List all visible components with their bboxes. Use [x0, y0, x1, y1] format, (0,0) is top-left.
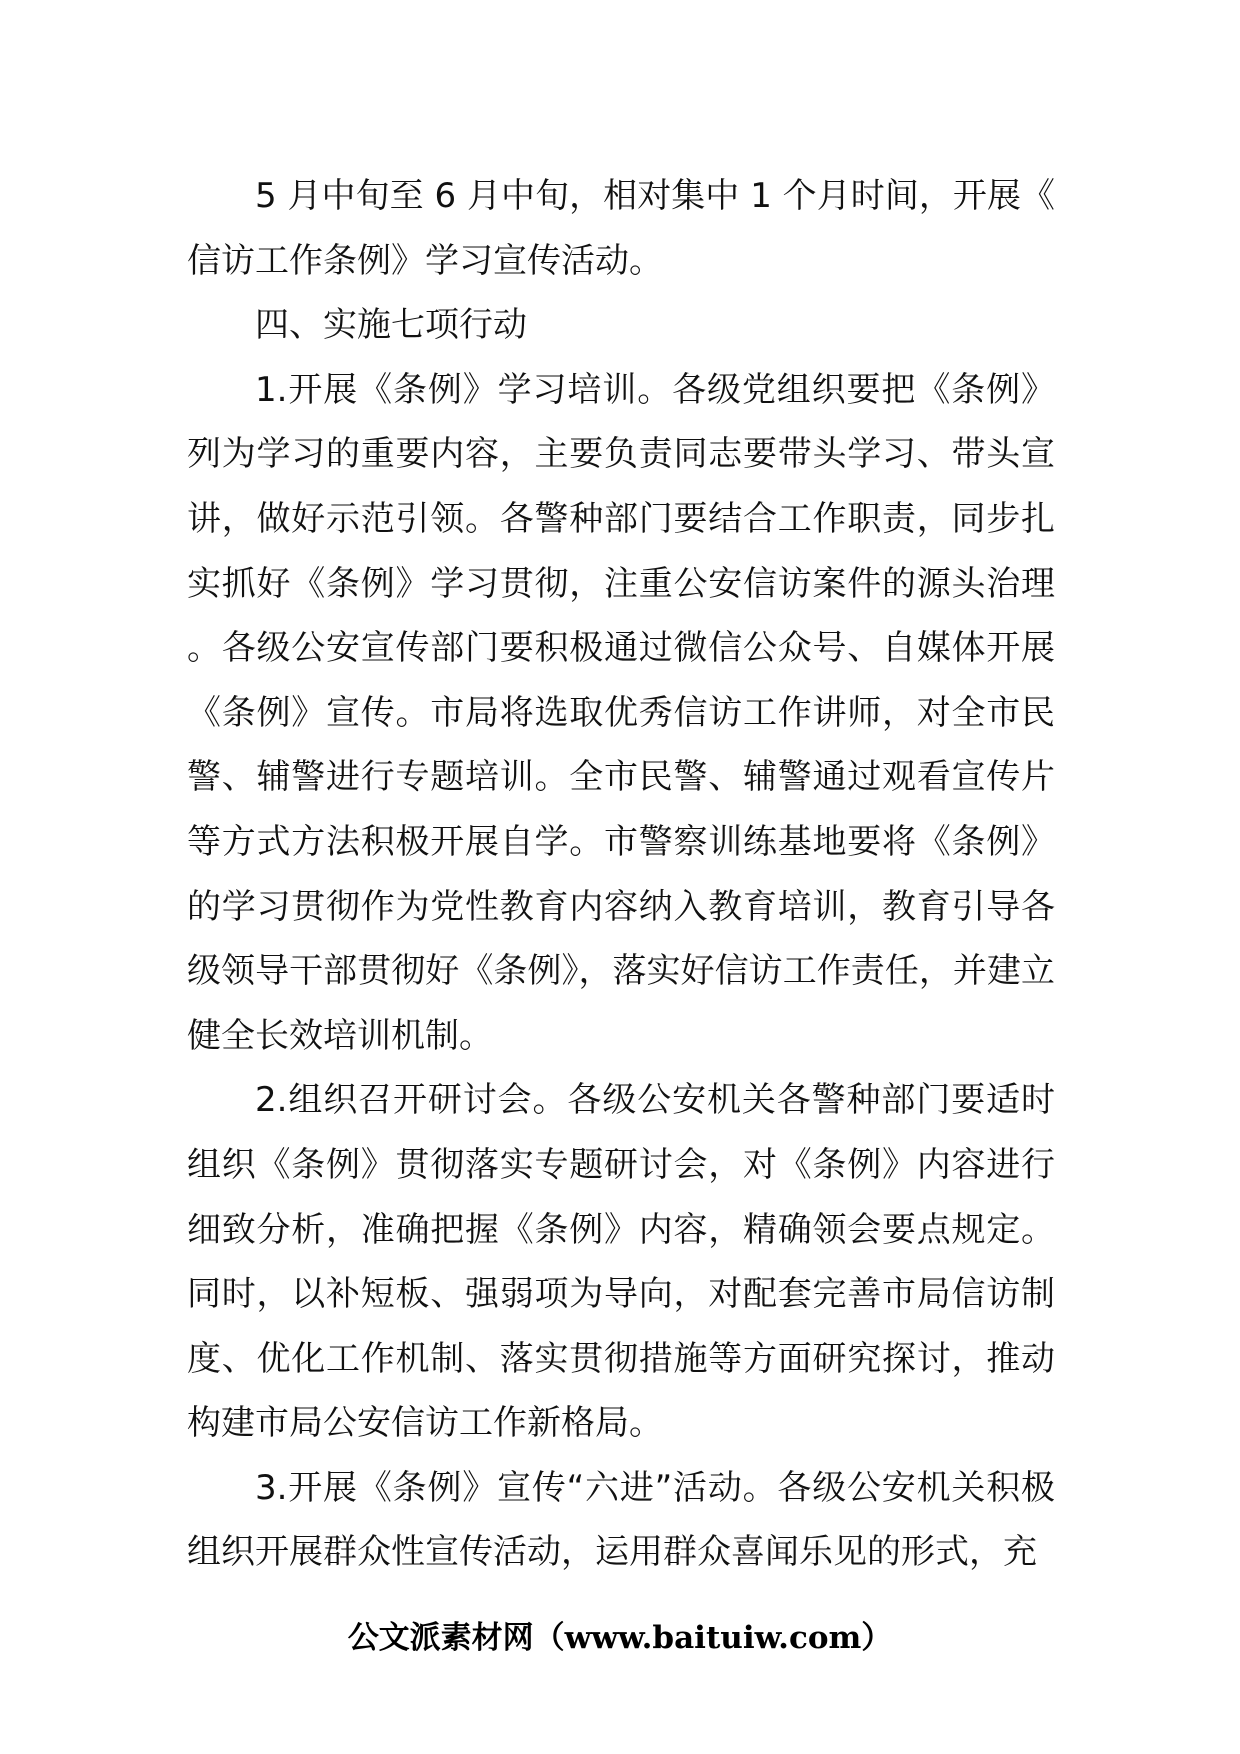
paragraph-timeline: 5 月中旬至 6 月中旬，相对集中 1 个月时间，开展《信访工作条例》学习宣传活动。 — [187, 176, 1055, 281]
document-body — [187, 164, 1055, 1585]
paragraph-action-3: 3.开展《条例》宣传“六进”活动。各级公安机关积极组织开展群众性宣传活动，运用群众喜闻乐见的形式，充 — [187, 1467, 1055, 1573]
footer-watermark: 公文派素材网（www.baituiw.com） — [347, 1620, 893, 1656]
paragraph-action-2: 2.组织召开研讨会。各级公安机关各警种部门要适时组织《条例》贯彻落实专题研讨会，对《条例》内容进行细致分析，准确把握《条例》内容，精确领会要点规定。同时，以补短板、强弱项为导向，对配套完善市局信访制度、优化工作机制、落实贯彻措施等方面研究探讨，推动构建市局公安信访工作新格局。 — [187, 1080, 1055, 1444]
paragraph-action-1: 1.开展《条例》学习培训。各级党组织要把《条例》列为学习的重要内容，主要负责同志要带头学习、带头宣讲，做好示范引领。各警种部门要结合工作职责，同步扎实抓好《条例》学习贯彻，注重公安信访案件的源头治理。各级公安宣传部门要积极通过微信公众号、自媒体开展《条例》宣传。市局将选取优秀信访工作讲师，对全市民警、辅警进行专题培训。全市民警、辅警通过观看宣传片等方式方法积极开展自学。市警察训练基地要将《条例》的学习贯彻作为党性教育内容纳入教育培训，教育引导各级领导干部贯彻好《条例》，落实好信访工作责任，并建立健全长效培训机制。 — [187, 369, 1055, 1056]
section-heading: 四、实施七项行动 — [255, 305, 527, 346]
